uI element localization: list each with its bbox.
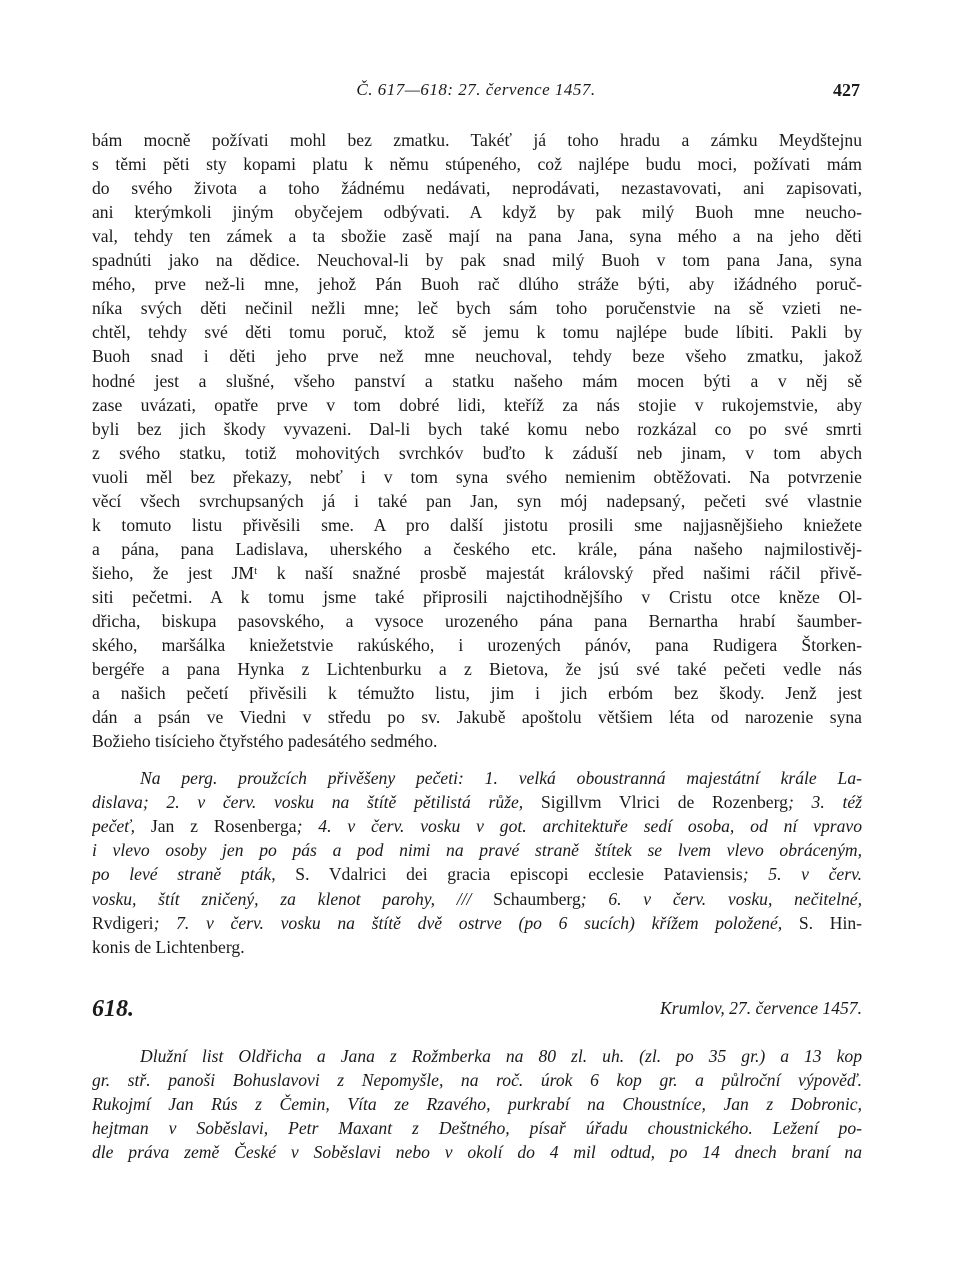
note-transcription: Schaumberg [493,888,581,909]
note-text: po levé straně pták, [92,864,296,885]
text-line: ani kterýmkoli jiným obyčejem odbývati. A když by pak milý Buoh mne neucho- [92,202,862,223]
note-transcription: Jan z Rosenberga [150,816,297,837]
note-transcription: konis de Lichtenberg. [92,936,245,957]
regest-line: Dlužní list Oldřicha a Jana z Rožmberka na 80 zl. uh. (zl. po 35 gr.) a 13 kop [140,1046,862,1066]
text-line: níka svých děti nečinil nežli mne; leč bych sám toho poručenstvie na sě vzieti ne- [92,298,862,319]
text-line: z svého statku, totiž mohovitých svrchkóv buďto k záduší neb jinam, v tom abych [92,442,862,463]
regest-line: gr. stř. panoši Bohuslavovi z Nepomyšle, na roč. úrok 6 kop gr. a půlroční výpověď. [92,1070,862,1091]
note-transcription: Sigillvm Vlrici de Rozenberg [540,792,788,813]
page-number: 427 [833,80,860,100]
text-line: mého, prve než-li mne, jehož Pán Buoh rač dlúho stráže býti, aby ižádného poruč- [92,274,862,295]
note-line [140,766,862,790]
note-text: vosku, štít zničený, za klenot parohy, /// [92,888,494,909]
entry-place-date: Krumlov, 27. července 1457. [660,998,862,1018]
note-text: ; 7. v červ. vosku na štítě dvě ostrve (po 6 sucích) křížem položené, [153,912,799,933]
text-line: šieho, že jest JMᵗ k naší snažné prosbě majestát královský před našimi ráčil přivě- [92,562,862,583]
text-line: dřicha, biskupa pasovského, a vysoce urozeného pána pana Bernartha hrabí šaumber- [92,611,862,631]
note-text: Na perg. proužcích přivěšeny pečeti: 1. velká oboustranná majestátní krále La- [140,768,862,788]
text-line: k tomuto listu přivěsili sme. A pro další jistotu prosili sme najjasnějšieho kniežete [92,514,862,535]
text-line: byli bez jich škody vyvazeni. Dal-li bych také komu nebo rozkázal co po své smrti [92,418,862,439]
note-line [92,790,862,814]
text-line: bám mocně požívati mohl bez zmatku. Takéť já toho hradu a zámku Meydštejnu [92,130,862,150]
note-line [92,887,862,911]
text-line: Božieho tisícieho čtyřstého padesátého sedmého. [92,731,438,752]
text-line: dán a psán ve Viedni v středu po sv. Jakubě apoštolu většiem léta od narozenie syna [92,707,862,728]
note-transcription: Rvdigeri [92,912,154,933]
text-line: siti pečetmi. A k tomu jsme také připrosili najctihodnějšího v Cristu otce kněze Ol- [92,586,862,607]
text-line: věcí všech svrchupsaných já i také pan Jan, syn mój nadepsaný, pečeti své vlastnie [92,490,862,511]
regest-line: hejtman v Soběslavi, Petr Maxant z Deštného, písař úřadu choustnického. Ležení po- [92,1118,862,1139]
note-text: ; 6. v červ. vosku, nečitelné, [580,888,862,909]
running-title: Č. 617—618: 27. července 1457. [356,80,596,99]
note-text: pečeť, [92,816,151,837]
text-line: s těmi pěti sty kopami platu k němu stúpeného, což najlépe budu moci, požívati mám [92,154,862,175]
note-transcription: S. Hin- [798,912,862,933]
text-line: spadnúti jako na dědice. Neuchoval-li by pak snad milý Buoh v tom pana Jana, syna [92,250,862,271]
note-line [92,935,862,959]
text-line: do svého života a toho žádnému nedávati, neprodávati, nezastavovati, ani zapisovati, [92,178,862,199]
note-text: ; 4. v červ. vosku v got. architektuře sedí osoba, od ní vpravo [296,816,862,837]
note-text: ; 3. též [787,792,862,813]
note-line [92,814,862,838]
running-header [92,80,860,106]
note-text: dislava; 2. v červ. vosku na štítě pětilistá růže, [92,792,541,813]
note-text: i vlevo osoby jen po pás a pod nimi na pravé straně štítek se lvem vlevo obráceným, [92,840,862,861]
regest-line: Rukojmí Jan Rús z Čemin, Víta ze Rzavého, purkrabí na Choustníce, Jan z Dobronic, [92,1094,862,1115]
text-line: ského, maršálka kniežetstvie rakúského, i urozených pánóv, pana Rudigera Štorken- [92,635,862,656]
text-line: val, tehdy ten zámek a ta sbožie zasě mají na pana Jana, syna mého a na jeho děti [92,226,862,247]
text-line: zase uvázati, opatře prve v tom dobré lidi, kteříž za nás stojie v rukojemstvie, aby [92,394,862,415]
note-line [92,838,862,862]
text-line: hodné jest a slušné, všeho panství a statku našeho mám mocen býti a v něj sě [92,370,862,391]
text-line: a našich pečetí přivěsili k témužto listu, jim i jich erbóm bez škody. Jenž jest [92,683,862,704]
text-line: a pána, pana Ladislava, uherského a českého etc. krále, pána našeho najmilostivěj- [92,538,862,559]
text-line: bergéře a pana Hynka z Lichtenburku a z Bietova, že jsú své také pečeti vedle nás [92,659,862,680]
note-text: ; 5. v červ. [742,864,862,885]
note-line [92,911,862,935]
note-transcription: S. Vdalrici dei gracia episcopi ecclesie Pataviensis [295,864,743,885]
note-line [92,862,862,886]
text-line: chtěl, tehdy své děti tomu poruč, ktož sě jemu k tomu najlépe bude líbiti. Pakli by [92,322,862,343]
text-line: vuoli měl bez překazy, nebť i v tom syna svého nemienim obtěžovati. Na potvrzenie [92,466,862,487]
entry-number: 618. [92,996,134,1022]
text-line: Buoh snad i děti jeho prve než mne neuchoval, tehdy beze všeho zmatku, jakož [92,346,862,367]
regest-line: dle práva země České v Soběslavi nebo v okolí do 4 mil odtud, po 14 dnech braní na [92,1142,862,1163]
